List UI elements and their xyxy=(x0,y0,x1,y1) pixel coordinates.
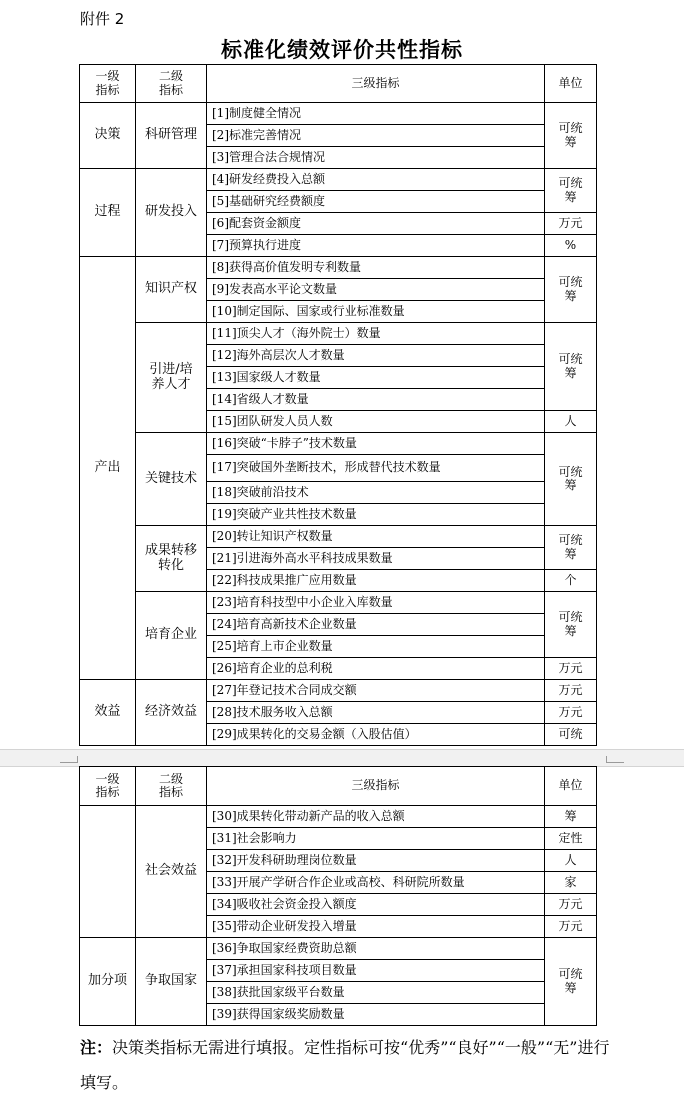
header-level3: 三级指标 xyxy=(207,65,545,103)
unit-cell: 家 xyxy=(545,872,597,894)
level1-process: 过程 xyxy=(80,169,136,257)
level1-bonus: 加分项 xyxy=(80,938,136,1026)
footnote-text: 决策类指标无需进行填报。定性指标可按“优秀”“良好”“一般”“无”进行填写。 xyxy=(80,1038,610,1092)
unit-cell: 可统 筹 xyxy=(545,323,597,411)
indicator-cell: [37]承担国家科技项目数量 xyxy=(207,960,545,982)
unit-cell: % xyxy=(545,235,597,257)
unit-cell: 人 xyxy=(545,411,597,433)
header-level1: 一级 指标 xyxy=(80,65,136,103)
annex-label: 附件 2 xyxy=(80,10,125,28)
footnote xyxy=(80,1030,610,1100)
indicator-cell: [14]省级人才数量 xyxy=(207,389,545,411)
unit-cell: 可统 筹 xyxy=(545,526,597,570)
table-header-row xyxy=(80,767,597,806)
indicator-cell: [38]获批国家级平台数量 xyxy=(207,982,545,1004)
indicator-cell: [36]争取国家经费资助总额 xyxy=(207,938,545,960)
unit-cell: 个 xyxy=(545,570,597,592)
page-break xyxy=(0,749,684,767)
indicator-cell: [3]管理合法合规情况 xyxy=(207,147,545,169)
indicator-cell: [11]顶尖人才（海外院士）数量 xyxy=(207,323,545,345)
header-level3: 三级指标 xyxy=(207,767,545,806)
table-row xyxy=(80,169,597,191)
unit-cell: 人 xyxy=(545,850,597,872)
unit-cell: 可统 筹 xyxy=(545,257,597,323)
table-row xyxy=(80,526,597,548)
indicator-cell: [25]培育上市企业数量 xyxy=(207,636,545,658)
indicator-cell: [10]制定国际、国家或行业标准数量 xyxy=(207,301,545,323)
indicator-cell: [2]标准完善情况 xyxy=(207,125,545,147)
indicator-cell: [1]制度健全情况 xyxy=(207,103,545,125)
unit-cell: 可统 筹 xyxy=(545,433,597,526)
indicator-cell: [31]社会影响力 xyxy=(207,828,545,850)
level2-intellectual-property: 知识产权 xyxy=(136,257,207,323)
unit-cell: 可统 筹 xyxy=(545,103,597,169)
footnote-label: 注： xyxy=(80,1038,113,1057)
indicator-cell: [17]突破国外垄断技术，形成替代技术数量 xyxy=(207,455,545,482)
indicator-cell: [26]培育企业的总利税 xyxy=(207,658,545,680)
indicator-cell: [33]开展产学研合作企业或高校、科研院所数量 xyxy=(207,872,545,894)
table-row xyxy=(80,938,597,960)
page-corner-mark xyxy=(606,756,624,763)
unit-cell: 万元 xyxy=(545,702,597,724)
indicator-cell: [19]突破产业共性技术数量 xyxy=(207,504,545,526)
unit-cell: 万元 xyxy=(545,658,597,680)
unit-cell: 万元 xyxy=(545,680,597,702)
page-corner-mark xyxy=(60,756,78,763)
header-level2: 二级 指标 xyxy=(136,767,207,806)
unit-cell: 可统 xyxy=(545,724,597,746)
header-unit: 单位 xyxy=(545,65,597,103)
table-row xyxy=(80,806,597,828)
table-row xyxy=(80,257,597,279)
indicator-cell: [30]成果转化带动新产品的收入总额 xyxy=(207,806,545,828)
table-row xyxy=(80,323,597,345)
indicator-cell: [27]年登记技术合同成交额 xyxy=(207,680,545,702)
indicator-cell: [29]成果转化的交易金额（入股估值） xyxy=(207,724,545,746)
indicator-cell: [4]研发经费投入总额 xyxy=(207,169,545,191)
level2-research-management: 科研管理 xyxy=(136,103,207,169)
indicator-cell: [8]获得高价值发明专利数量 xyxy=(207,257,545,279)
unit-cell: 筹 xyxy=(545,806,597,828)
header-level1: 一级 指标 xyxy=(80,767,136,806)
indicator-cell: [20]转让知识产权数量 xyxy=(207,526,545,548)
table-row xyxy=(80,103,597,125)
table-row xyxy=(80,433,597,455)
level2-social-benefit: 社会效益 xyxy=(136,806,207,938)
indicator-cell: [34]吸收社会资金投入额度 xyxy=(207,894,545,916)
level2-enterprise-incubation: 培育企业 xyxy=(136,592,207,680)
unit-cell: 万元 xyxy=(545,916,597,938)
unit-cell: 可统 筹 xyxy=(545,169,597,213)
unit-cell: 可统 筹 xyxy=(545,592,597,658)
table-row xyxy=(80,592,597,614)
level2-key-technology: 关键技术 xyxy=(136,433,207,526)
indicator-cell: [6]配套资金额度 xyxy=(207,213,545,235)
indicator-cell: [15]团队研发人员人数 xyxy=(207,411,545,433)
document-title: 标准化绩效评价共性指标 xyxy=(221,37,463,62)
indicator-table-page-2 xyxy=(79,766,597,1026)
indicator-cell: [7]预算执行进度 xyxy=(207,235,545,257)
indicator-cell: [32]开发科研助理岗位数量 xyxy=(207,850,545,872)
indicator-cell: [39]获得国家级奖励数量 xyxy=(207,1004,545,1026)
indicator-cell: [12]海外高层次人才数量 xyxy=(207,345,545,367)
level1-decision: 决策 xyxy=(80,103,136,169)
level2-achievement-transfer: 成果转移 转化 xyxy=(136,526,207,592)
indicator-cell: [28]技术服务收入总额 xyxy=(207,702,545,724)
level2-talent: 引进/培 养人才 xyxy=(136,323,207,433)
unit-cell: 定性 xyxy=(545,828,597,850)
indicator-cell: [18]突破前沿技术 xyxy=(207,482,545,504)
indicator-cell: [16]突破“卡脖子”技术数量 xyxy=(207,433,545,455)
indicator-table-page-1 xyxy=(79,64,597,746)
indicator-cell: [35]带动企业研发投入增量 xyxy=(207,916,545,938)
header-unit: 单位 xyxy=(545,767,597,806)
indicator-cell: [5]基础研究经费额度 xyxy=(207,191,545,213)
unit-cell: 万元 xyxy=(545,894,597,916)
indicator-cell: [24]培育高新技术企业数量 xyxy=(207,614,545,636)
level2-national-funding: 争取国家 xyxy=(136,938,207,1026)
level1-output: 产出 xyxy=(80,257,136,680)
level2-economic-benefit: 经济效益 xyxy=(136,680,207,746)
level2-rd-investment: 研发投入 xyxy=(136,169,207,257)
indicator-cell: [13]国家级人才数量 xyxy=(207,367,545,389)
level1-benefit-continued xyxy=(80,806,136,938)
table-row xyxy=(80,680,597,702)
table-header-row xyxy=(80,65,597,103)
header-level2: 二级 指标 xyxy=(136,65,207,103)
level1-benefit: 效益 xyxy=(80,680,136,746)
indicator-cell: [23]培育科技型中小企业入库数量 xyxy=(207,592,545,614)
indicator-cell: [21]引进海外高水平科技成果数量 xyxy=(207,548,545,570)
indicator-cell: [9]发表高水平论文数量 xyxy=(207,279,545,301)
unit-cell: 万元 xyxy=(545,213,597,235)
indicator-cell: [22]科技成果推广应用数量 xyxy=(207,570,545,592)
unit-cell: 可统 筹 xyxy=(545,938,597,1026)
